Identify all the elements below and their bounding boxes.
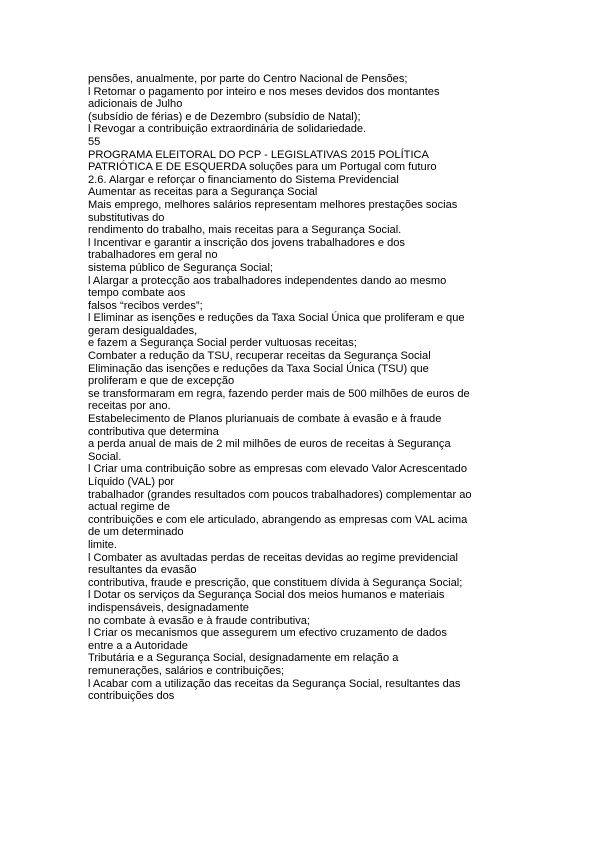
text-line: pensões, anualmente, por parte do Centro Nacional de Pensões; <box>88 73 408 85</box>
text-line: l Acabar com a utilização das receitas da Segurança Social, resultantes das <box>88 677 461 690</box>
text-line: l Criar uma contribuição sobre as empresas com elevado Valor Acrescentado <box>88 463 468 476</box>
text-line: contributiva que determina <box>88 425 219 438</box>
text-line: receitas por ano. <box>88 400 171 413</box>
text-line: e fazem a Segurança Social perder vultuosas receitas; <box>88 337 357 350</box>
body-text <box>88 73 528 703</box>
text-line: adicionais de Julho <box>88 98 183 111</box>
text-line: substitutivas do <box>88 211 165 224</box>
text-line: Líquido (VAL) por <box>88 476 175 488</box>
text-line: resultantes da evasão <box>88 564 197 577</box>
text-line: l Incentivar e garantir a inscrição dos jovens trabalhadores e dos <box>88 236 405 249</box>
text-line: entre a a Autoridade <box>88 639 188 652</box>
text-line: actual regime de <box>88 501 171 514</box>
text-line: Tributária e a Segurança Social, designadamente em relação a <box>88 652 399 665</box>
text-line: Mais emprego, melhores salários representam melhores prestações socias <box>88 198 458 211</box>
text-line: proliferam e que de excepção <box>88 375 235 388</box>
text-line: contributiva, fraude e prescrição, que constituem dívida à Segurança Social; <box>88 576 463 589</box>
text-line: Combater a redução da TSU, recuperar receitas da Segurança Social <box>88 350 431 363</box>
text-line: contribuições e com ele articulado, abrangendo as empresas com VAL acima <box>88 513 468 526</box>
text-line: indispensáveis, designadamente <box>88 601 249 614</box>
text-line: trabalhadores em geral no <box>88 249 218 262</box>
text-line: Social. <box>88 450 122 463</box>
text-line: contribuições dos <box>88 690 175 703</box>
text-line: no combate à evasão e à fraude contributiva; <box>88 614 311 627</box>
text-line: Aumentar as receitas para a Segurança Social <box>88 186 318 199</box>
text-line: geram desigualdades, <box>88 324 198 337</box>
text-line: l Criar os mecanismos que assegurem um efectivo cruzamento de dados <box>88 627 447 640</box>
text-line: sistema público de Segurança Social; <box>88 261 274 274</box>
text-line: l Retomar o pagamento por inteiro e nos meses devidos dos montantes <box>88 85 440 98</box>
text-line: 55 <box>88 135 101 148</box>
text-line: PROGRAMA ELEITORAL DO PCP - LEGISLATIVAS 2015 POLÍTICA <box>88 148 429 161</box>
text-line: l Dotar os serviços da Segurança Social dos meios humanos e materiais <box>88 589 445 602</box>
text-line: falsos “recibos verdes”; <box>88 299 203 312</box>
text-line: tempo combate aos <box>88 287 186 300</box>
text-line: l Revogar a contribuição extraordinária de solidariedade. <box>88 123 367 136</box>
text-line: 2.6. Alargar e reforçar o financiamento do Sistema Previdencial <box>88 173 399 186</box>
text-line: limite. <box>88 538 117 551</box>
text-line: trabalhador (grandes resultados com poucos trabalhadores) complementar ao <box>88 488 472 501</box>
text-line: remunerações, salários e contribuições; <box>88 664 285 677</box>
text-line: (subsídio de férias) e de Dezembro (subsídio de Natal); <box>88 110 361 123</box>
text-line: l Combater as avultadas perdas de receitas devidas ao regime previdencial <box>88 551 458 564</box>
text-line: a perda anual de mais de 2 mil milhões de euros de receitas à Segurança <box>88 438 451 451</box>
text-line: PATRIÓTICA E DE ESQUERDA soluções para um Portugal com futuro <box>88 161 437 174</box>
text-line: Estabelecimento de Planos plurianuais de combate à evasão e à fraude <box>88 413 442 426</box>
document-page <box>88 73 528 703</box>
text-line: rendimento do trabalho, mais receitas para a Segurança Social. <box>88 224 402 237</box>
text-line: l Alargar a protecção aos trabalhadores independentes dando ao mesmo <box>88 274 447 287</box>
text-line: l Eliminar as isenções e reduções da Taxa Social Única que proliferam e que <box>88 312 465 325</box>
text-line: de um determinado <box>88 526 184 539</box>
text-line: Eliminação das isenções e reduções da Taxa Social Única (TSU) que <box>88 362 429 375</box>
text-line: se transformaram em regra, fazendo perder mais de 500 milhões de euros de <box>88 387 470 400</box>
